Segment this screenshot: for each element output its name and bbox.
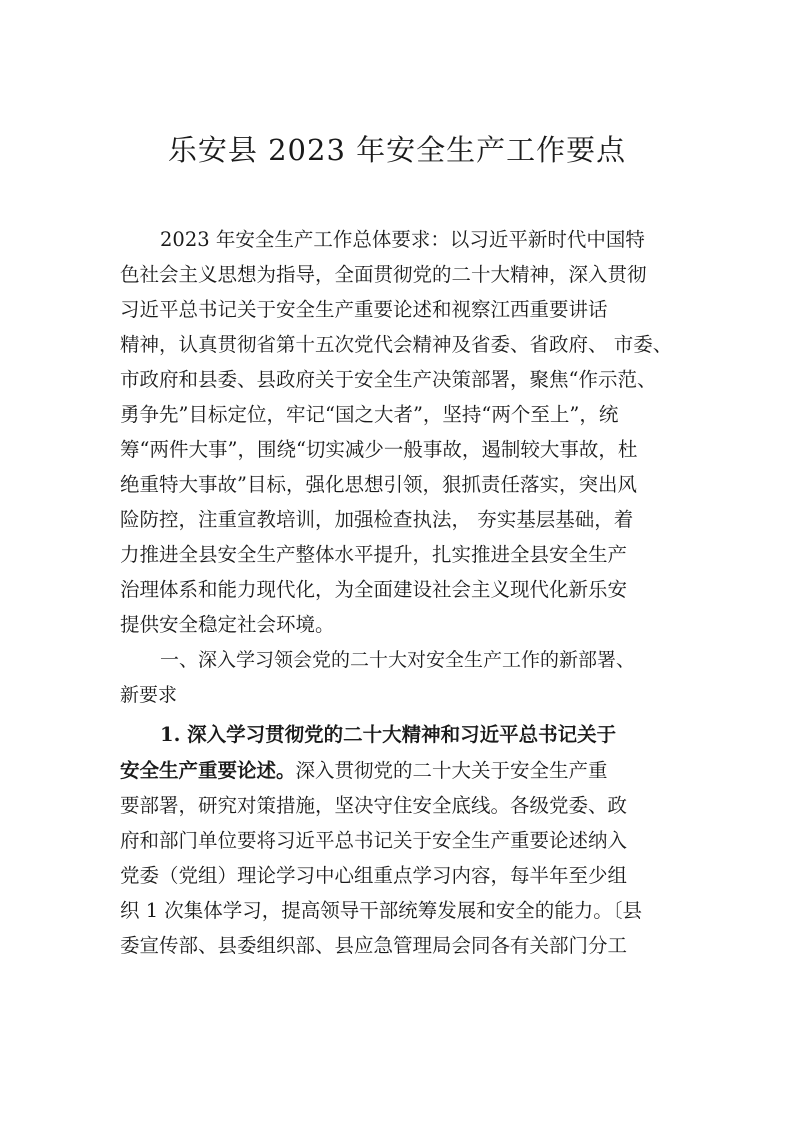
intro-line: 习近平总书记关于安全生产重要论述和视察江西重要讲话 bbox=[120, 298, 608, 321]
item-line: 委宣传部、县委组织部、县应急管理局会同各有关部门分工 bbox=[120, 934, 628, 957]
intro-line: 色社会主义思想为指导，全面贯彻党的二十大精神，深入贯彻 bbox=[120, 263, 647, 286]
section-heading: 一、深入学习领会党的二十大对安全生产工作的新部署、 bbox=[160, 649, 636, 671]
intro-line: 2023 年安全生产工作总体要求：以习近平新时代中国特 bbox=[160, 228, 645, 251]
item-heading-tail: 安全生产重要论述。 bbox=[120, 759, 296, 782]
item-text: 深入贯彻党的二十大关于安全生产重 bbox=[295, 759, 608, 782]
intro-line: 提供安全稳定社会环境。 bbox=[120, 613, 335, 636]
intro-line: 筹“两件大事”，围绕“切实减少一般事故，遏制较大事故，杜 bbox=[120, 438, 638, 461]
item-heading: 1. 深入学习贯彻党的二十大精神和习近平总书记关于 bbox=[160, 723, 617, 746]
intro-line: 险防控，注重宣教培训，加强检查执法， 夯实基层基础，着 bbox=[120, 508, 634, 531]
intro-line: 市政府和县委、县政府关于安全生产决策部署，聚焦“作示范、 bbox=[120, 368, 657, 391]
section-heading: 新要求 bbox=[120, 684, 178, 706]
intro-line: 勇争先”目标定位，牢记“国之大者”，坚持“两个至上”，统 bbox=[120, 403, 619, 426]
intro-line: 治理体系和能力现代化，为全面建设社会主义现代化新乐安 bbox=[120, 578, 628, 601]
item-line: 府和部门单位要将习近平总书记关于安全生产重要论述纳入 bbox=[120, 829, 628, 852]
intro-line: 绝重特大事故”目标，强化思想引领，狠抓责任落实，突出风 bbox=[120, 473, 637, 496]
item-line: 要部署，研究对策措施，坚决守住安全底线。各级党委、政 bbox=[120, 794, 628, 817]
item-line: 党委（党组）理论学习中心组重点学习内容，每半年至少组 bbox=[120, 864, 628, 887]
item-line: 织 1 次集体学习，提高领导干部统筹发展和安全的能力。〔县 bbox=[120, 899, 643, 922]
intro-line: 精神，认真贯彻省第十五次党代会精神及省委、省政府、 市委、 bbox=[120, 333, 673, 356]
intro-line: 力推进全县安全生产整体水平提升，扎实推进全县安全生产 bbox=[120, 543, 628, 566]
item-line bbox=[120, 758, 608, 784]
document-title: 乐安县 2023 年安全生产工作要点 bbox=[167, 133, 627, 167]
